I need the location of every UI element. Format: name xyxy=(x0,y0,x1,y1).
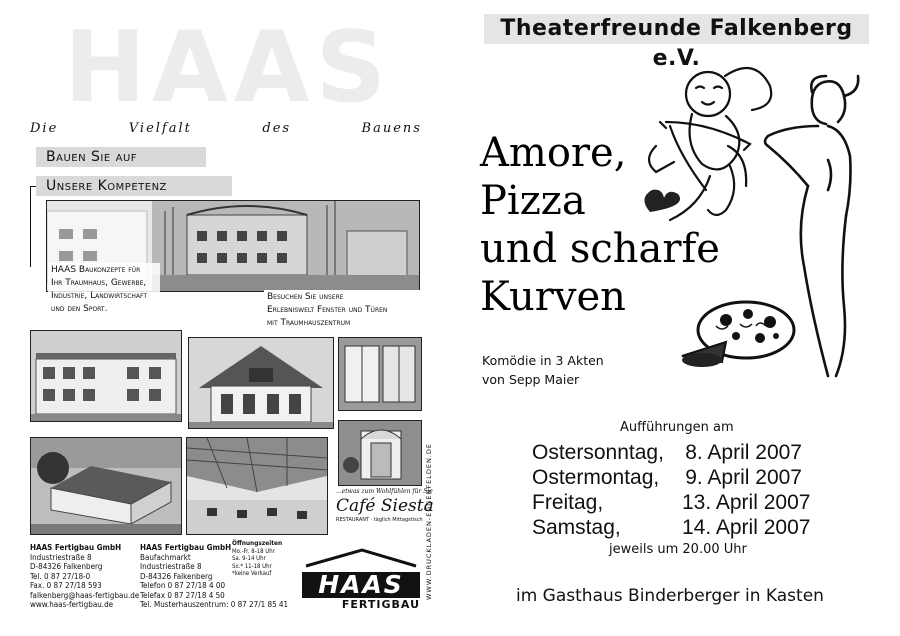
title-line: und scharfe xyxy=(480,226,720,272)
performance-date: 14. April 2007 xyxy=(682,516,811,539)
hours-title: Öffnungszeiten xyxy=(232,539,283,547)
office-building-photo xyxy=(30,330,182,422)
banner-bauen: Bauen Sie auf xyxy=(36,147,206,167)
roof-icon xyxy=(302,548,420,568)
play-subtitle xyxy=(482,351,604,389)
printer-url: WWW.DRUCKLADEN-EGGENFELDEN.DE xyxy=(425,443,433,600)
hours-line: Sa. 9-14 Uhr xyxy=(232,555,266,562)
pizza-illustration xyxy=(676,296,796,376)
address-line: falkenberg@haas-fertigbau.de xyxy=(30,590,140,600)
riding-hall-photo xyxy=(186,437,328,535)
address-line: Telefax 0 87 27/18 4 50 xyxy=(140,590,225,600)
bracket-line xyxy=(30,186,37,267)
performance-date: 13. April 2007 xyxy=(682,491,811,514)
cafe-sub: RESTAURANT · täglich Mittagstisch xyxy=(336,517,423,523)
visit-line: Erlebniswelt Fenster und Türen xyxy=(267,305,388,315)
performances-heading: Aufführungen am xyxy=(620,420,734,435)
opening-hours xyxy=(232,540,282,578)
performance-row xyxy=(532,440,802,465)
address-line: Fax. 0 87 27/18 593 xyxy=(30,581,102,590)
tagline-word: Die xyxy=(30,121,59,136)
cafe-tagline: ...etwas zum Wohlfühlen für Sie xyxy=(336,488,433,495)
venue: im Gasthaus Binderberger in Kasten xyxy=(516,586,824,606)
address-fertigbau xyxy=(30,543,139,610)
tagline-word: Vielfalt xyxy=(128,121,192,136)
concepts-line: Industrie, Landwirtschaft xyxy=(51,291,148,301)
visit-line: mit Traumhauszentrum xyxy=(267,318,351,328)
haas-tagline xyxy=(30,121,422,136)
haas-fertigbau-logo xyxy=(302,548,420,611)
title-line: Kurven xyxy=(480,274,626,320)
performance-row xyxy=(532,465,802,490)
concepts-line: Ihr Traumhaus, Gewerbe, xyxy=(51,278,147,288)
hours-line: Mo.-Fr. 8-18 Uhr xyxy=(232,547,275,555)
address-line: D-84326 Falkenberg xyxy=(140,571,213,581)
performance-day: Ostersonntag, xyxy=(532,441,664,464)
logo-fertigbau: FERTIGBAU xyxy=(341,598,420,611)
concepts-line: und den Sport. xyxy=(51,304,108,314)
address-line: Telefon 0 87 27/18 4 00 xyxy=(140,581,226,590)
house-photo xyxy=(188,337,334,429)
address-line: D-84326 Falkenberg xyxy=(30,562,103,571)
hours-line: So.* 11-18 Uhr xyxy=(232,562,272,570)
door-photo xyxy=(338,420,422,486)
performance-date: 8. April 2007 xyxy=(685,441,802,464)
hours-line: *keine Verkauf xyxy=(232,570,272,577)
performance-day: Ostermontag, xyxy=(532,466,660,489)
address-line: Baufachmarkt xyxy=(140,552,191,562)
performance-day: Samstag, xyxy=(532,516,621,539)
cupid-illustration xyxy=(630,56,780,246)
performance-day: Freitag, xyxy=(532,491,604,514)
logo-haas: HAAS xyxy=(302,572,420,598)
performance-row xyxy=(532,490,811,515)
performance-date: 9. April 2007 xyxy=(685,466,802,489)
concepts-line: HAAS Baukonzepte für xyxy=(51,265,141,275)
title-line: Amore, xyxy=(480,130,627,176)
tagline-word: Bauens xyxy=(361,121,422,136)
concepts-text xyxy=(48,263,160,317)
window-photo xyxy=(338,337,422,411)
tagline-word: des xyxy=(262,121,292,136)
address-company: HAAS Fertigbau GmbH xyxy=(30,543,122,552)
address-line: Tel. 0 87 27/18-0 xyxy=(30,571,91,581)
address-line: www.haas-fertigbau.de xyxy=(30,600,114,609)
performance-row xyxy=(532,515,811,540)
address-line: Industriestraße 8 xyxy=(140,562,202,571)
haas-watermark: HAAS xyxy=(63,11,393,125)
banner-kompetenz: Unsere Kompetenz xyxy=(36,176,232,196)
address-line: Industriestraße 8 xyxy=(30,552,92,562)
cafe-name: Café Siesta xyxy=(336,496,434,516)
performance-list xyxy=(532,440,811,540)
performance-time: jeweils um 20.00 Uhr xyxy=(609,542,747,557)
subtitle-line: von Sepp Maier xyxy=(482,372,580,387)
address-company: HAAS Fertigbau GmbH xyxy=(140,543,232,552)
subtitle-line: Komödie in 3 Akten xyxy=(482,353,604,368)
visit-text xyxy=(264,290,430,331)
cafe-siesta-logo xyxy=(336,488,434,544)
visit-line: Besuchen Sie unsere xyxy=(267,292,344,302)
title-line: Pizza xyxy=(480,178,586,224)
club-name: Theaterfreunde Falkenberg e.V. xyxy=(484,14,869,44)
address-line: Tel. Musterhauszentrum: 0 87 27/1 85 41 xyxy=(140,600,289,609)
barn-photo xyxy=(30,437,182,535)
